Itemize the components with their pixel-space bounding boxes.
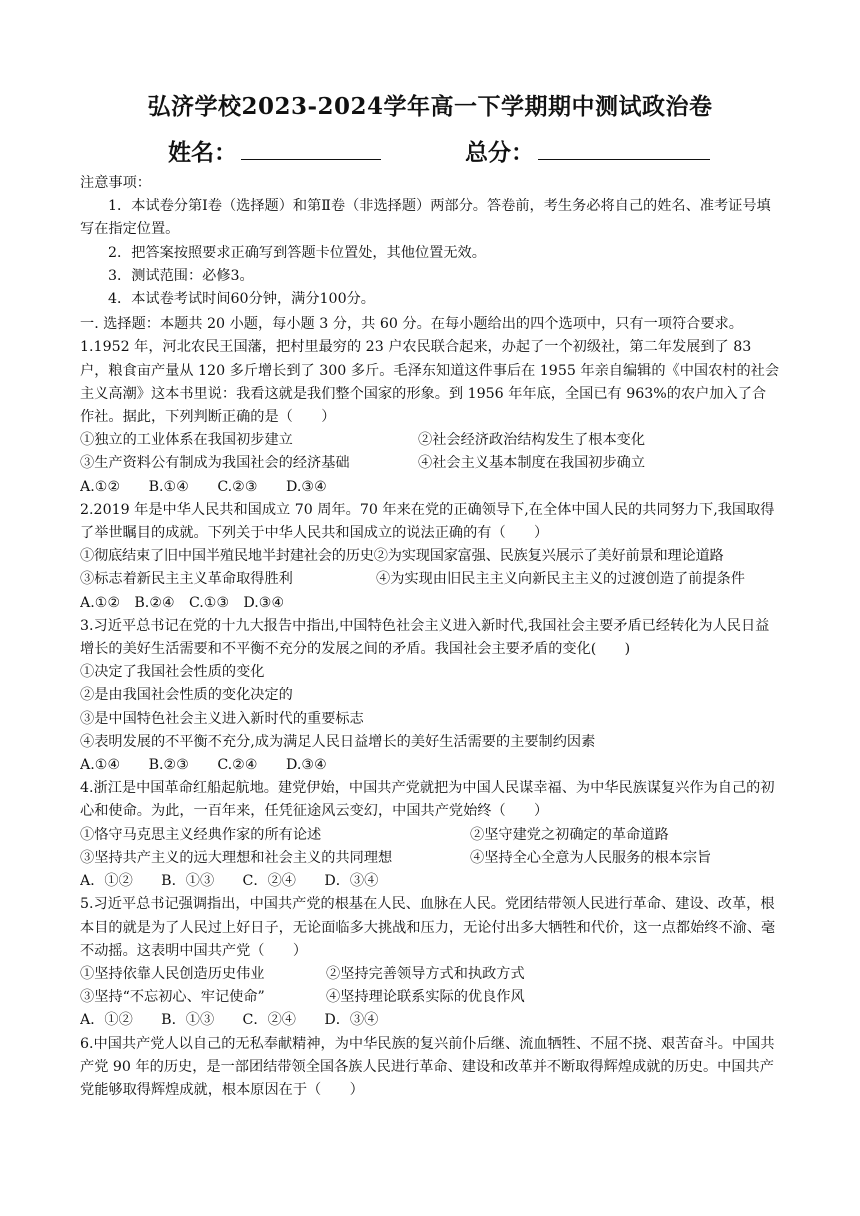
notes-heading: 注意事项： (80, 175, 151, 191)
option: ①决定了我国社会性质的变化 (80, 664, 265, 681)
option: ③生产资料公有制成为我国社会的经济基础 (80, 455, 350, 472)
question-1-options-row (80, 429, 780, 452)
question-5-stem: 5.习近平总书记强调指出，中国共产党的根基在人民、血脉在人民。党团结带领人民进行革命、建设、改革，根本目的就是为了人民过上好日子，无论面临多大挑战和压力，无论付出多大牺牲和代价，这一点都始终不渝、毫不动摇。这表明中国共产党（ ） (80, 896, 776, 959)
question-5-options-row (80, 986, 780, 1009)
score-blank[interactable] (538, 137, 710, 160)
option: ④坚持全心全意为人民服务的根本宗旨 (470, 849, 712, 866)
note-item: 3．测试范围：必修3。 (108, 267, 254, 284)
question-4-choices: A．①② B．①③ C．②④ D．③④ (80, 873, 379, 890)
question-3-stem: 3.习近平总书记在党的十九大报告中指出,中国特色社会主义进入新时代,我国社会主要矛盾已经转化为人民日益增长的美好生活需要和不平衡不充分的发展之间的矛盾。我国社会主要矛盾的变化( ) (80, 617, 770, 658)
question-2-options-row (80, 568, 780, 591)
option: ④为实现由旧民主主义向新民主主义的过渡创造了前提条件 (376, 571, 745, 588)
question-4-options-row (80, 847, 780, 870)
page-title: 弘济学校2023-2024学年高一下学期期中测试政治卷 (147, 93, 713, 120)
question-5-options-row (80, 963, 780, 986)
question-2-choices: A.①② B.②④ C.①③ D.③④ (80, 594, 285, 611)
question-1-options-row (80, 452, 780, 475)
question-3-choices: A.①④ B.②③ C.②④ D.③④ (80, 757, 327, 774)
name-label: 姓名： (168, 139, 237, 166)
option: ④社会主义基本制度在我国初步确立 (418, 455, 646, 472)
option: ②是由我国社会性质的变化决定的 (80, 687, 293, 704)
option: ②社会经济政治结构发生了根本变化 (418, 432, 646, 449)
question-1-choices: A.①② B.①④ C.②③ D.③④ (80, 478, 327, 495)
note-item: 4．本试卷考试时间60分钟，满分100分。 (108, 291, 375, 308)
note-item: 2．把答案按照要求正确写到答题卡位置处，其他位置无效。 (108, 244, 486, 261)
option: ①彻底结束了旧中国半殖民地半封建社会的历史②为实现国家富强、民族复兴展示了美好前景和理论道路 (80, 548, 724, 565)
question-4-stem: 4.浙江是中国革命红船起航地。建党伊始，中国共产党就把为中国人民谋幸福、为中华民族谋复兴作为自己的初心和使命。为此，一百年来，任凭征途风云变幻，中国共产党始终（ ） (80, 780, 775, 820)
question-5-choices: A．①② B．①③ C．②④ D．③④ (80, 1012, 379, 1029)
option: ①恪守马克思主义经典作家的所有论述 (80, 826, 322, 843)
question-1-stem: 1.1952 年，河北农民王国藩，把村里最穷的 23 户农民联合起来，办起了一个初级社，第二年发展到了 83 户，粮食亩产量从 120 多斤增长到了 300 多斤。毛泽东知道这件事后在 1955 年亲自编辑的《中国农村的社会主义高潮》这本书里说：我看这就是我们整个国家的形象。到 1956 年年底，全国已有 963%的农户加入了合作社。据此，下列判断正确的是（ ） (80, 339, 780, 426)
question-2-stem: 2.2019 年是中华人民共和国成立 70 周年。70 年来在党的正确领导下,在全体中国人民的共同努力下,我国取得了举世瞩目的成就。下列关于中华人民共和国成立的说法正确的有（ ） (80, 501, 775, 542)
question-4-options-row (80, 824, 780, 847)
name-blank[interactable] (241, 137, 381, 160)
option: ③是中国特色社会主义进入新时代的重要标志 (80, 710, 364, 727)
score-label: 总分： (465, 139, 535, 166)
option: ①坚持依靠人民创造历史伟业 (80, 965, 265, 982)
question-6-stem: 6.中国共产党人以自己的无私奉献精神，为中华民族的复兴前仆后继、流血牺牲、不屈不挠、艰苦奋斗。中国共产党 90 年的历史，是一部团结带领全国各族人民进行革命、建设和改革并不断取得辉煌成就的历史。中国共产党能够取得辉煌成就，根本原因在于（ ） (80, 1035, 775, 1098)
option: ③标志着新民主主义革命取得胜利 (80, 571, 293, 588)
exam-body (80, 172, 780, 1102)
option: ②坚守建党之初确定的革命道路 (470, 826, 669, 843)
option: ④表明发展的不平衡不充分,成为满足人民日益增长的美好生活需要的主要制约因素 (80, 733, 596, 750)
note-item: 1．本试卷分第Ⅰ卷（选择题）和第Ⅱ卷（非选择题）两部分。答卷前，考生务必将自己的姓名、准考证号填写在指定位置。 (80, 198, 771, 238)
name-score-row (168, 134, 710, 167)
option: ③坚持共产主义的远大理想和社会主义的共同理想 (80, 849, 393, 866)
option: ③坚持“不忘初心、牢记使命” (80, 989, 265, 1006)
option: ④坚持理论联系实际的优良作风 (326, 989, 525, 1006)
section-heading: 一. 选择题：本题共 20 小题，每小题 3 分，共 60 分。在每小题给出的四个选项中，只有一项符合要求。 (80, 316, 743, 333)
option: ①独立的工业体系在我国初步建立 (80, 432, 293, 449)
option: ②坚持完善领导方式和执政方式 (326, 965, 525, 982)
